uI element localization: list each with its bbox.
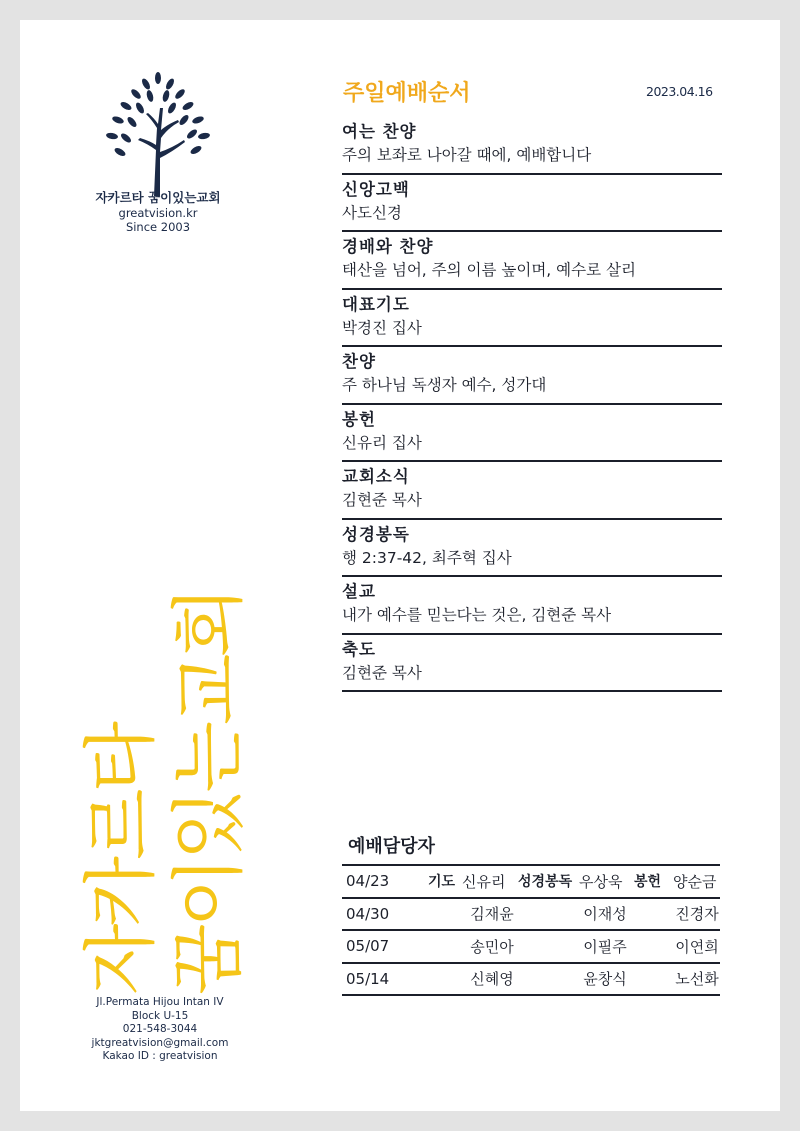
- vertical-name-line2: 꿈이있는교회: [166, 590, 252, 995]
- order-item: [342, 117, 722, 175]
- offering-label: 봉헌: [634, 874, 662, 891]
- duty-offering: 진경자: [675, 905, 719, 924]
- order-item-heading: 성경봉독: [342, 524, 410, 544]
- table-row: [342, 964, 720, 997]
- duty-reading: 윤창식: [583, 970, 627, 989]
- church-name: 자카르타 꿈이있는교회: [95, 190, 221, 205]
- order-item: [342, 232, 722, 290]
- order-item-heading: 대표기도: [342, 294, 410, 314]
- table-row: [342, 899, 720, 932]
- contact-phone: 021-548-3044: [122, 1023, 198, 1035]
- church-website: greatvision.kr: [118, 205, 198, 220]
- order-item: [342, 520, 722, 578]
- bulletin-page: [20, 20, 780, 1111]
- duty-reading: 이재성: [583, 905, 627, 924]
- order-item-heading: 경배와 찬양: [342, 237, 434, 256]
- contact-info: [60, 996, 260, 1064]
- contact-email: jktgreatvision@gmail.com: [91, 1036, 229, 1049]
- order-item-detail: 주 하나님 독생자 예수, 성가대: [342, 376, 547, 394]
- contact-address: Jl.Permata Hijou Intan IV: [96, 996, 224, 1008]
- duty-date: 04/30: [346, 904, 390, 923]
- church-since: Since 2003: [125, 220, 191, 234]
- order-item-heading: 여는 찬양: [342, 122, 417, 141]
- duty-prayer: 신유리: [462, 872, 506, 891]
- prayer-label: 기도: [428, 874, 456, 891]
- order-item-detail: 박경진 집사: [342, 318, 422, 337]
- brand-block: [78, 190, 238, 234]
- table-row: [342, 866, 720, 899]
- contact-kakao: Kakao ID : greatvision: [102, 1050, 218, 1062]
- duty-table: [342, 864, 720, 996]
- table-row: [342, 931, 720, 964]
- order-item-detail: 주의 보좌로 나아갈 때에, 예배합니다: [342, 146, 592, 164]
- order-item: [342, 405, 722, 463]
- duty-prayer: 송민아: [470, 937, 514, 956]
- duty-date: 05/14: [346, 969, 390, 988]
- service-date: 2023.04.16: [646, 84, 713, 99]
- order-title: 주일예배순서: [343, 81, 471, 106]
- order-item-detail: 김현준 목사: [342, 491, 422, 509]
- duty-prayer: 신혜영: [470, 970, 514, 989]
- order-item-detail: 내가 예수를 믿는다는 것은, 김현준 목사: [342, 606, 612, 624]
- order-item-detail: 사도신경: [342, 203, 402, 222]
- tree-logo-icon: [98, 68, 218, 198]
- vertical-church-name: [76, 575, 256, 995]
- order-item: [342, 290, 722, 348]
- duty-offering: 양순금: [673, 872, 717, 891]
- duty-offering: 이연희: [675, 937, 719, 956]
- order-list: [342, 117, 722, 692]
- duty-title: 예배담당자: [348, 836, 435, 857]
- order-item-detail: 행 2:37-42, 최주혁 집사: [342, 548, 512, 567]
- order-item-heading: 설교: [342, 582, 376, 601]
- order-item: [342, 175, 722, 233]
- order-item-heading: 축도: [342, 639, 376, 659]
- order-item-detail: 김현준 목사: [342, 663, 422, 682]
- order-item: [342, 462, 722, 520]
- contact-block: Block U-15: [131, 1009, 189, 1022]
- duty-date: 05/07: [346, 937, 390, 956]
- duty-offering: 노선화: [675, 970, 719, 989]
- duty-prayer: 김재윤: [470, 905, 514, 924]
- reading-label: 성경봉독: [518, 874, 573, 891]
- vertical-name-line1: 자카르타: [78, 725, 164, 995]
- order-item-detail: 태산을 넘어, 주의 이름 높이며, 예수로 살리: [342, 261, 636, 279]
- order-item-detail: 신유리 집사: [342, 433, 422, 452]
- duty-reading: 이필주: [583, 937, 627, 956]
- order-item: [342, 577, 722, 635]
- order-item-heading: 교회소식: [342, 467, 410, 486]
- order-item: [342, 635, 722, 693]
- order-item-heading: 찬양: [342, 352, 376, 371]
- order-item: [342, 347, 722, 405]
- duty-reading: 우상욱: [579, 872, 623, 891]
- order-item-heading: 봉헌: [342, 409, 376, 429]
- order-item-heading: 신앙고백: [342, 179, 410, 199]
- duty-date: 04/23: [346, 872, 390, 891]
